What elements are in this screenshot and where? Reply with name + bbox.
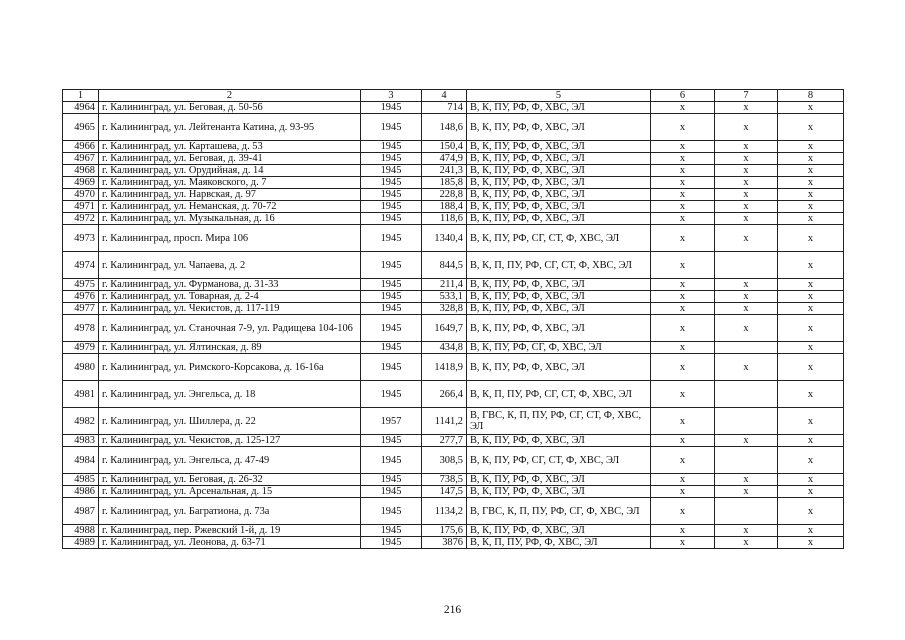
address-cell: г. Калининград, ул. Станочная 7-9, ул. Радищева 104-106 [99, 315, 361, 342]
year-cell: 1957 [361, 408, 422, 435]
area-cell: 434,8 [422, 342, 467, 354]
mark-cell-8: х [778, 213, 844, 225]
mark-cell-8: х [778, 102, 844, 114]
mark-cell-6: х [651, 213, 715, 225]
table-row [63, 474, 844, 486]
year-cell: 1945 [361, 303, 422, 315]
utilities-cell: В, К, ПУ, РФ, Ф, ХВС, ЭЛ [467, 213, 651, 225]
mark-cell-8: х [778, 537, 844, 549]
mark-cell-6: х [651, 486, 715, 498]
table-row [63, 381, 844, 408]
address-cell: г. Калининград, ул. Лейтенанта Катина, д. 93-95 [99, 114, 361, 141]
area-cell: 150,4 [422, 141, 467, 153]
year-cell: 1945 [361, 165, 422, 177]
mark-cell-7 [715, 342, 778, 354]
column-header: 6 [651, 90, 715, 102]
mark-cell-6: х [651, 165, 715, 177]
mark-cell-6: х [651, 381, 715, 408]
mark-cell-7: х [715, 114, 778, 141]
mark-cell-8: х [778, 447, 844, 474]
mark-cell-7 [715, 447, 778, 474]
table-row [63, 114, 844, 141]
year-cell: 1945 [361, 525, 422, 537]
mark-cell-6: х [651, 408, 715, 435]
row-number: 4989 [63, 537, 99, 549]
address-cell: г. Калининград, пер. Ржевский 1-й, д. 19 [99, 525, 361, 537]
utilities-cell: В, К, ПУ, РФ, Ф, ХВС, ЭЛ [467, 141, 651, 153]
year-cell: 1945 [361, 315, 422, 342]
table-row [63, 291, 844, 303]
mark-cell-6: х [651, 525, 715, 537]
table-row [63, 342, 844, 354]
row-number: 4977 [63, 303, 99, 315]
address-cell: г. Калининград, ул. Чекистов, д. 125-127 [99, 435, 361, 447]
mark-cell-6: х [651, 303, 715, 315]
mark-cell-6: х [651, 141, 715, 153]
address-cell: г. Калининград, ул. Арсенальная, д. 15 [99, 486, 361, 498]
utilities-cell: В, К, ПУ, РФ, Ф, ХВС, ЭЛ [467, 165, 651, 177]
year-cell: 1945 [361, 447, 422, 474]
address-cell: г. Калининград, ул. Беговая, д. 26-32 [99, 474, 361, 486]
table-row [63, 315, 844, 342]
mark-cell-7: х [715, 474, 778, 486]
mark-cell-6: х [651, 315, 715, 342]
year-cell: 1945 [361, 486, 422, 498]
area-cell: 185,8 [422, 177, 467, 189]
area-cell: 1649,7 [422, 315, 467, 342]
row-number: 4988 [63, 525, 99, 537]
column-header: 8 [778, 90, 844, 102]
area-cell: 1134,2 [422, 498, 467, 525]
year-cell: 1945 [361, 141, 422, 153]
area-cell: 738,5 [422, 474, 467, 486]
table-row [63, 408, 844, 435]
mark-cell-7: х [715, 165, 778, 177]
utilities-cell: В, ГВС, К, П, ПУ, РФ, СГ, СТ, Ф, ХВС, ЭЛ [467, 408, 651, 435]
table-row [63, 177, 844, 189]
mark-cell-6: х [651, 447, 715, 474]
mark-cell-6: х [651, 435, 715, 447]
area-cell: 714 [422, 102, 467, 114]
address-cell: г. Калининград, ул. Леонова, д. 63-71 [99, 537, 361, 549]
utilities-cell: В, К, ПУ, РФ, Ф, ХВС, ЭЛ [467, 279, 651, 291]
mark-cell-8: х [778, 315, 844, 342]
utilities-cell: В, К, П, ПУ, РФ, СГ, СТ, Ф, ХВС, ЭЛ [467, 252, 651, 279]
year-cell: 1945 [361, 177, 422, 189]
mark-cell-7: х [715, 537, 778, 549]
mark-cell-8: х [778, 141, 844, 153]
address-cell: г. Калининград, ул. Орудийная, д. 14 [99, 165, 361, 177]
address-cell: г. Калининград, ул. Неманская, д. 70-72 [99, 201, 361, 213]
row-number: 4983 [63, 435, 99, 447]
row-number: 4981 [63, 381, 99, 408]
table-row [63, 201, 844, 213]
mark-cell-7: х [715, 102, 778, 114]
year-cell: 1945 [361, 201, 422, 213]
address-cell: г. Калининград, ул. Чекистов, д. 117-119 [99, 303, 361, 315]
area-cell: 147,5 [422, 486, 467, 498]
row-number: 4970 [63, 189, 99, 201]
table-row [63, 165, 844, 177]
row-number: 4978 [63, 315, 99, 342]
mark-cell-7: х [715, 315, 778, 342]
mark-cell-8: х [778, 189, 844, 201]
area-cell: 241,3 [422, 165, 467, 177]
address-cell: г. Калининград, ул. Шиллера, д. 22 [99, 408, 361, 435]
row-number: 4972 [63, 213, 99, 225]
table-row [63, 537, 844, 549]
address-cell: г. Калининград, ул. Беговая, д. 39-41 [99, 153, 361, 165]
area-cell: 277,7 [422, 435, 467, 447]
year-cell: 1945 [361, 474, 422, 486]
row-number: 4971 [63, 201, 99, 213]
mark-cell-8: х [778, 486, 844, 498]
row-number: 4975 [63, 279, 99, 291]
utilities-cell: В, К, ПУ, РФ, Ф, ХВС, ЭЛ [467, 525, 651, 537]
mark-cell-7 [715, 252, 778, 279]
area-cell: 308,5 [422, 447, 467, 474]
area-cell: 148,6 [422, 114, 467, 141]
address-cell: г. Калининград, просп. Мира 106 [99, 225, 361, 252]
row-number: 4965 [63, 114, 99, 141]
address-cell: г. Калининград, ул. Римского-Корсакова, д. 16-16а [99, 354, 361, 381]
utilities-cell: В, К, ПУ, РФ, Ф, ХВС, ЭЛ [467, 291, 651, 303]
mark-cell-7: х [715, 525, 778, 537]
mark-cell-8: х [778, 201, 844, 213]
utilities-cell: В, К, ПУ, РФ, Ф, ХВС, ЭЛ [467, 189, 651, 201]
mark-cell-6: х [651, 177, 715, 189]
mark-cell-7: х [715, 201, 778, 213]
table-row [63, 435, 844, 447]
table-row [63, 354, 844, 381]
table-row [63, 498, 844, 525]
year-cell: 1945 [361, 225, 422, 252]
mark-cell-6: х [651, 279, 715, 291]
year-cell: 1945 [361, 252, 422, 279]
area-cell: 1418,9 [422, 354, 467, 381]
row-number: 4985 [63, 474, 99, 486]
area-cell: 1340,4 [422, 225, 467, 252]
row-number: 4986 [63, 486, 99, 498]
mark-cell-8: х [778, 474, 844, 486]
area-cell: 211,4 [422, 279, 467, 291]
year-cell: 1945 [361, 291, 422, 303]
address-cell: г. Калининград, ул. Музыкальная, д. 16 [99, 213, 361, 225]
year-cell: 1945 [361, 498, 422, 525]
address-cell: г. Калининград, ул. Карташева, д. 53 [99, 141, 361, 153]
utilities-cell: В, К, ПУ, РФ, Ф, ХВС, ЭЛ [467, 354, 651, 381]
mark-cell-6: х [651, 354, 715, 381]
row-number: 4966 [63, 141, 99, 153]
column-header: 1 [63, 90, 99, 102]
address-cell: г. Калининград, ул. Маяковского, д. 7 [99, 177, 361, 189]
utilities-cell: В, К, ПУ, РФ, Ф, ХВС, ЭЛ [467, 486, 651, 498]
mark-cell-7: х [715, 291, 778, 303]
column-header: 7 [715, 90, 778, 102]
utilities-cell: В, К, ПУ, РФ, СГ, СТ, Ф, ХВС, ЭЛ [467, 447, 651, 474]
address-cell: г. Калининград, ул. Энгельса, д. 47-49 [99, 447, 361, 474]
mark-cell-6: х [651, 291, 715, 303]
mark-cell-7 [715, 381, 778, 408]
utilities-cell: В, К, ПУ, РФ, Ф, ХВС, ЭЛ [467, 303, 651, 315]
row-number: 4976 [63, 291, 99, 303]
mark-cell-8: х [778, 252, 844, 279]
table-row [63, 225, 844, 252]
mark-cell-8: х [778, 153, 844, 165]
year-cell: 1945 [361, 354, 422, 381]
address-cell: г. Калининград, ул. Чапаева, д. 2 [99, 252, 361, 279]
housing-table [62, 89, 844, 549]
utilities-cell: В, К, ПУ, РФ, Ф, ХВС, ЭЛ [467, 177, 651, 189]
row-number: 4964 [63, 102, 99, 114]
mark-cell-7: х [715, 486, 778, 498]
address-cell: г. Калининград, ул. Багратиона, д. 73а [99, 498, 361, 525]
mark-cell-7: х [715, 354, 778, 381]
year-cell: 1945 [361, 189, 422, 201]
table-row [63, 189, 844, 201]
utilities-cell: В, К, ПУ, РФ, Ф, ХВС, ЭЛ [467, 201, 651, 213]
document-page [62, 89, 844, 549]
mark-cell-6: х [651, 114, 715, 141]
table-row [63, 303, 844, 315]
address-cell: г. Калининград, ул. Энгельса, д. 18 [99, 381, 361, 408]
year-cell: 1945 [361, 102, 422, 114]
area-cell: 533,1 [422, 291, 467, 303]
area-cell: 266,4 [422, 381, 467, 408]
column-header: 2 [99, 90, 361, 102]
area-cell: 3876 [422, 537, 467, 549]
year-cell: 1945 [361, 435, 422, 447]
utilities-cell: В, К, ПУ, РФ, СГ, Ф, ХВС, ЭЛ [467, 342, 651, 354]
area-cell: 188,4 [422, 201, 467, 213]
table-row [63, 447, 844, 474]
table-row [63, 279, 844, 291]
mark-cell-6: х [651, 498, 715, 525]
table-body [63, 102, 844, 549]
utilities-cell: В, К, ПУ, РФ, Ф, ХВС, ЭЛ [467, 153, 651, 165]
table-row [63, 252, 844, 279]
column-header: 4 [422, 90, 467, 102]
row-number: 4979 [63, 342, 99, 354]
table-row [63, 141, 844, 153]
year-cell: 1945 [361, 342, 422, 354]
utilities-cell: В, К, ПУ, РФ, Ф, ХВС, ЭЛ [467, 474, 651, 486]
row-number: 4982 [63, 408, 99, 435]
column-header: 3 [361, 90, 422, 102]
year-cell: 1945 [361, 537, 422, 549]
mark-cell-6: х [651, 474, 715, 486]
utilities-cell: В, ГВС, К, П, ПУ, РФ, СГ, Ф, ХВС, ЭЛ [467, 498, 651, 525]
utilities-cell: В, К, ПУ, РФ, Ф, ХВС, ЭЛ [467, 102, 651, 114]
mark-cell-8: х [778, 354, 844, 381]
mark-cell-8: х [778, 291, 844, 303]
mark-cell-8: х [778, 525, 844, 537]
mark-cell-8: х [778, 342, 844, 354]
year-cell: 1945 [361, 114, 422, 141]
area-cell: 118,6 [422, 213, 467, 225]
area-cell: 175,6 [422, 525, 467, 537]
row-number: 4973 [63, 225, 99, 252]
mark-cell-8: х [778, 408, 844, 435]
column-header: 5 [467, 90, 651, 102]
mark-cell-8: х [778, 279, 844, 291]
mark-cell-7: х [715, 141, 778, 153]
table-header-row [63, 90, 844, 102]
row-number: 4987 [63, 498, 99, 525]
table-row [63, 153, 844, 165]
address-cell: г. Калининград, ул. Ялтинская, д. 89 [99, 342, 361, 354]
utilities-cell: В, К, ПУ, РФ, СГ, СТ, Ф, ХВС, ЭЛ [467, 225, 651, 252]
mark-cell-6: х [651, 153, 715, 165]
table-row [63, 525, 844, 537]
mark-cell-6: х [651, 537, 715, 549]
mark-cell-8: х [778, 114, 844, 141]
mark-cell-7: х [715, 153, 778, 165]
table-row [63, 102, 844, 114]
utilities-cell: В, К, П, ПУ, РФ, СГ, СТ, Ф, ХВС, ЭЛ [467, 381, 651, 408]
table-row [63, 486, 844, 498]
address-cell: г. Калининград, ул. Беговая, д. 50-56 [99, 102, 361, 114]
area-cell: 1141,2 [422, 408, 467, 435]
mark-cell-6: х [651, 201, 715, 213]
area-cell: 228,8 [422, 189, 467, 201]
mark-cell-6: х [651, 342, 715, 354]
mark-cell-8: х [778, 225, 844, 252]
year-cell: 1945 [361, 279, 422, 291]
mark-cell-7 [715, 408, 778, 435]
mark-cell-8: х [778, 303, 844, 315]
address-cell: г. Калининград, ул. Товарная, д. 2-4 [99, 291, 361, 303]
table-row [63, 213, 844, 225]
utilities-cell: В, К, ПУ, РФ, Ф, ХВС, ЭЛ [467, 315, 651, 342]
mark-cell-8: х [778, 498, 844, 525]
mark-cell-8: х [778, 177, 844, 189]
page-number: 216 [443, 604, 462, 616]
mark-cell-7: х [715, 279, 778, 291]
row-number: 4968 [63, 165, 99, 177]
year-cell: 1945 [361, 381, 422, 408]
year-cell: 1945 [361, 153, 422, 165]
mark-cell-7: х [715, 189, 778, 201]
area-cell: 328,8 [422, 303, 467, 315]
mark-cell-6: х [651, 225, 715, 252]
address-cell: г. Калининград, ул. Нарвская, д. 97 [99, 189, 361, 201]
mark-cell-7 [715, 498, 778, 525]
mark-cell-6: х [651, 102, 715, 114]
mark-cell-7: х [715, 177, 778, 189]
mark-cell-8: х [778, 165, 844, 177]
row-number: 4969 [63, 177, 99, 189]
mark-cell-7: х [715, 435, 778, 447]
mark-cell-6: х [651, 252, 715, 279]
area-cell: 474,9 [422, 153, 467, 165]
address-cell: г. Калининград, ул. Фурманова, д. 31-33 [99, 279, 361, 291]
row-number: 4984 [63, 447, 99, 474]
utilities-cell: В, К, ПУ, РФ, Ф, ХВС, ЭЛ [467, 435, 651, 447]
year-cell: 1945 [361, 213, 422, 225]
utilities-cell: В, К, П, ПУ, РФ, Ф, ХВС, ЭЛ [467, 537, 651, 549]
mark-cell-7: х [715, 213, 778, 225]
row-number: 4974 [63, 252, 99, 279]
mark-cell-7: х [715, 225, 778, 252]
utilities-cell: В, К, ПУ, РФ, Ф, ХВС, ЭЛ [467, 114, 651, 141]
mark-cell-8: х [778, 381, 844, 408]
area-cell: 844,5 [422, 252, 467, 279]
mark-cell-8: х [778, 435, 844, 447]
row-number: 4967 [63, 153, 99, 165]
row-number: 4980 [63, 354, 99, 381]
mark-cell-6: х [651, 189, 715, 201]
mark-cell-7: х [715, 303, 778, 315]
